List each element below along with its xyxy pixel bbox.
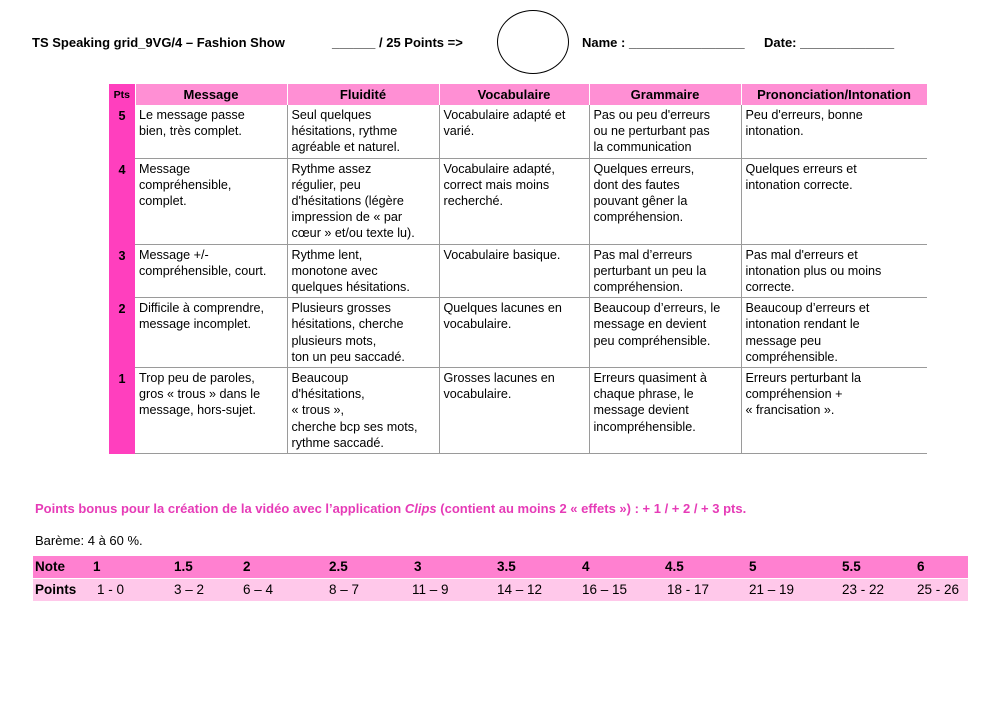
note-value: 6: [917, 559, 925, 574]
row-points: 5: [109, 105, 135, 158]
note-value: 3: [414, 559, 422, 574]
table-row: [109, 298, 927, 368]
column-header-grammaire: Grammaire: [589, 84, 741, 105]
cell-message: Le message passe bien, très complet.: [135, 105, 287, 158]
points-field[interactable]: ______ / 25 Points =>: [332, 35, 463, 50]
cell-fluidite: Plusieurs grosses hésitations, cherche plusieurs mots, ton un peu saccadé.: [287, 298, 439, 368]
cell-fluidite: Seul quelques hésitations, rythme agréable et naturel.: [287, 105, 439, 158]
cell-vocabulaire: Vocabulaire basique.: [439, 244, 589, 298]
pts-header: Pts: [109, 84, 135, 105]
cell-fluidite: Rythme assez régulier, peu d'hésitations (légère impression de « par cœur » et/ou texte lu).: [287, 158, 439, 244]
cell-message: Message +/- compréhensible, court.: [135, 244, 287, 298]
bareme-note: Barème: 4 à 60 %.: [35, 533, 143, 548]
cell-prononciation: Peu d'erreurs, bonne intonation.: [741, 105, 927, 158]
note-value: 2.5: [329, 559, 348, 574]
points-range: 1 - 0: [97, 582, 125, 597]
cell-vocabulaire: Grosses lacunes en vocabulaire.: [439, 368, 589, 454]
cell-message: Trop peu de paroles, gros « trous » dans le message, hors-sujet.: [135, 368, 287, 454]
points-range: 11 – 9: [412, 582, 449, 597]
cell-message: Message compréhensible, complet.: [135, 158, 287, 244]
cell-prononciation: Erreurs perturbant la compréhension + « francisation ».: [741, 368, 927, 454]
cell-grammaire: Pas ou peu d'erreurs ou ne perturbant pas la communication: [589, 105, 741, 158]
note-value: 5.5: [842, 559, 861, 574]
cell-vocabulaire: Quelques lacunes en vocabulaire.: [439, 298, 589, 368]
points-range: 6 – 4: [243, 582, 274, 597]
date-field[interactable]: Date: _____________: [764, 35, 895, 50]
table-row: [109, 158, 927, 244]
table-row: [109, 244, 927, 298]
bonus-text-before: Points bonus pour la création de la vidéo avec l’application: [35, 501, 405, 516]
cell-vocabulaire: Vocabulaire adapté et varié.: [439, 105, 589, 158]
name-field[interactable]: Name : ________________: [582, 35, 745, 50]
points-range: 8 – 7: [329, 582, 360, 597]
table-row: [109, 368, 927, 454]
points-label: Points: [35, 582, 77, 597]
column-header-message: Message: [135, 84, 287, 105]
document-title: TS Speaking grid_9VG/4 – Fashion Show: [32, 35, 285, 50]
speaking-grid-table: [109, 84, 928, 454]
cell-prononciation: Beaucoup d’erreurs et intonation rendant le message peu compréhensible.: [741, 298, 927, 368]
bonus-app-name: Clips: [404, 501, 437, 516]
column-header-prononciation: Prononciation/Intonation: [741, 84, 927, 105]
cell-grammaire: Pas mal d’erreurs perturbant un peu la compréhension.: [589, 244, 741, 298]
note-value: 2: [243, 559, 251, 574]
points-range: 18 - 17: [667, 582, 710, 597]
cell-prononciation: Quelques erreurs et intonation correcte.: [741, 158, 927, 244]
table-header-row: [109, 84, 927, 105]
cell-grammaire: Quelques erreurs, dont des fautes pouvant gêner la compréhension.: [589, 158, 741, 244]
note-value: 5: [749, 559, 757, 574]
row-points: 1: [109, 368, 135, 454]
points-range: 14 – 12: [497, 582, 543, 597]
row-points: 2: [109, 298, 135, 368]
points-range: 3 – 2: [174, 582, 205, 597]
column-header-vocabulaire: Vocabulaire: [439, 84, 589, 105]
grade-circle: [497, 10, 569, 74]
grading-scale: [33, 556, 968, 604]
cell-grammaire: Beaucoup d’erreurs, le message en devient peu compréhensible.: [589, 298, 741, 368]
row-points: 3: [109, 244, 135, 298]
note-value: 1.5: [174, 559, 193, 574]
points-range: 21 – 19: [749, 582, 795, 597]
bonus-points-note: [35, 501, 746, 516]
row-points: 4: [109, 158, 135, 244]
note-value: 4: [582, 559, 590, 574]
points-range: 23 - 22: [842, 582, 885, 597]
note-row: [33, 556, 968, 578]
note-value: 3.5: [497, 559, 516, 574]
points-range: 16 – 15: [582, 582, 628, 597]
cell-fluidite: Beaucoup d'hésitations, « trous », cherche bcp ses mots, rythme saccadé.: [287, 368, 439, 454]
points-range: 25 - 26: [917, 582, 960, 597]
cell-message: Difficile à comprendre, message incomplet.: [135, 298, 287, 368]
bonus-text-after: (contient au moins 2 « effets ») : + 1 / + 2 / + 3 pts.: [436, 501, 747, 516]
cell-fluidite: Rythme lent, monotone avec quelques hésitations.: [287, 244, 439, 298]
table-row: [109, 105, 927, 158]
note-label: Note: [35, 559, 65, 574]
note-value: 1: [93, 559, 101, 574]
cell-vocabulaire: Vocabulaire adapté, correct mais moins recherché.: [439, 158, 589, 244]
points-row: [33, 579, 968, 601]
cell-prononciation: Pas mal d'erreurs et intonation plus ou moins correcte.: [741, 244, 927, 298]
column-header-fluidite: Fluidité: [287, 84, 439, 105]
note-value: 4.5: [665, 559, 684, 574]
cell-grammaire: Erreurs quasiment à chaque phrase, le message devient incompréhensible.: [589, 368, 741, 454]
